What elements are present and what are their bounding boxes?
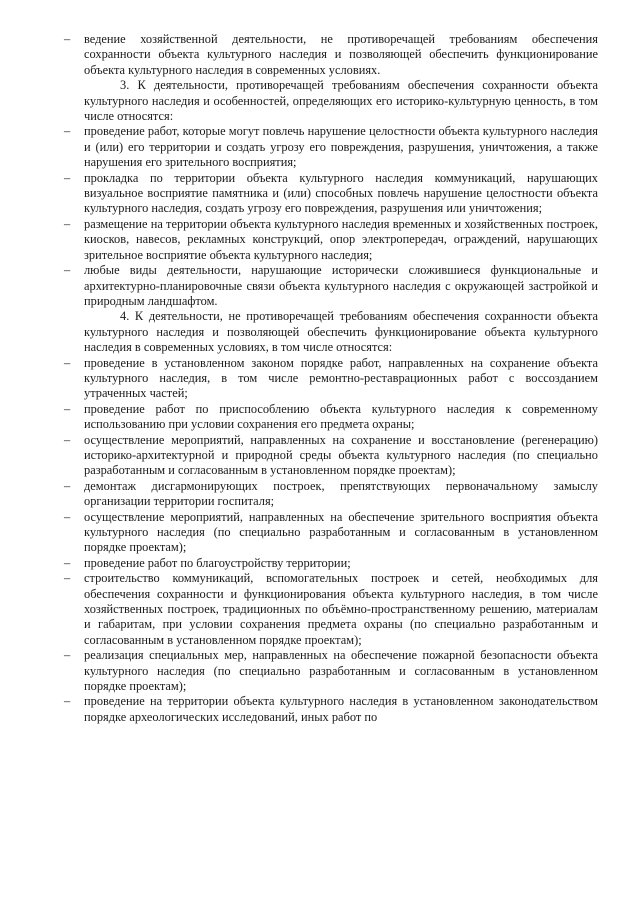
list-item-text: демонтаж дисгармонирующих построек, препятствующих первоначальному замыслу организации территории госпиталя; (84, 478, 598, 509)
list-item (64, 555, 598, 571)
list-item (64, 124, 598, 170)
list-item (64, 509, 598, 556)
list-item (64, 648, 598, 694)
list-item (64, 571, 598, 648)
section-4-paragraph: 4. К деятельности, не противоречащей требованиям обеспечения сохранности объекта культурного наследия и позволяющей обеспечить функционирование объекта культурного наследия в современных условиях, в том числе относятся: (84, 309, 598, 355)
bullet-dash: – (64, 32, 71, 46)
bullet-dash: – (64, 432, 71, 447)
list-item-text: осуществление мероприятий, направленных на сохранение и восстановление (регенерацию) историко-архитектурной и природной среды объекта культурного наследия (по специально разработанным и согласованным в установленном порядке проектам); (84, 432, 598, 478)
list-item (64, 355, 598, 402)
list-item-text: реализация специальных мер, направленных на обеспечение пожарной безопасности объекта культурного наследия (по специально разработанным и согласованным в установленном порядке проектам); (84, 648, 598, 694)
list-item-text: проведение работ по благоустройству территории; (84, 555, 351, 570)
list-item (64, 478, 598, 510)
list-item (64, 432, 598, 479)
list-item (64, 216, 598, 263)
list-item-text: любые виды деятельности, нарушающие исторически сложившиеся функциональные и архитектурно-планировочные связи объекта культурного наследия с окружающей застройкой и природным ландшафтом. (84, 263, 598, 308)
list-item-text: строительство коммуникаций, вспомогательных построек и сетей, необходимых для обеспечения сохранности и функционирования объекта культурного наследия, в том числе хозяйственных построек, традиционных по объёмно-пространственному решению, материалам и габаритам, при условии сохранения предмета охраны (по специально разработанным и согласованным в установленном порядке проектам); (84, 571, 598, 647)
bullet-dash: – (64, 216, 71, 231)
list-item-text: осуществление мероприятий, направленных на обеспечение зрительного восприятия объекта культурного наследия (по специально разработанным и согласованным в установленном порядке проектам); (84, 509, 598, 555)
list-item-text: проведение работ по приспособлению объекта культурного наследия к современному использованию при условии сохранения его предмета охраны; (84, 401, 598, 432)
bullet-dash: – (64, 355, 71, 370)
bullet-dash: – (64, 124, 71, 139)
list-item-text: проведение в установленном законом порядке работ, направленных на сохранение объекта культурного наследия, в том числе ремонтно-реставрационных работ с воссозданием утраченных частей; (84, 355, 598, 401)
list-item (64, 263, 598, 309)
list-item-text: размещение на территории объекта культурного наследия временных и хозяйственных построек, киосков, навесов, рекламных конструкций, опор электропередач, ограждений, нарушающих зрительное восприятие объекта культурного наследия; (84, 216, 598, 262)
list-item-text: проведение на территории объекта культурного наследия в установленном законодательством порядке археологических исследований, иных работ по (84, 694, 598, 724)
bullet-dash: – (64, 478, 71, 493)
bullet-dash: – (64, 571, 71, 586)
bullet-dash: – (64, 263, 71, 278)
bullet-dash: – (64, 401, 71, 416)
list-item (64, 32, 598, 78)
list-item (64, 170, 598, 217)
section-3-paragraph: 3. К деятельности, противоречащей требованиям обеспечения сохранности объекта культурного наследия и особенностей, определяющих его историко-культурную ценность, в том числе относятся: (84, 78, 598, 124)
list-item (64, 694, 598, 725)
list-item-text: ведение хозяйственной деятельности, не противоречащей требованиям обеспечения сохранности объекта культурного наследия и позволяющей обеспечить функционирование объекта культурного наследия в современных условиях. (84, 32, 598, 77)
list-item-text: прокладка по территории объекта культурного наследия коммуникаций, нарушающих визуальное восприятие памятника и (или) способных повлечь нарушение целостности объекта культурного наследия, создать угрозу его повреждения, разрушения или уничтожения; (84, 170, 598, 216)
bullet-dash: – (64, 694, 71, 709)
bullet-dash: – (64, 509, 71, 524)
list-item (64, 401, 598, 433)
bullet-dash: – (64, 648, 71, 663)
list-item-text: проведение работ, которые могут повлечь нарушение целостности объекта культурного наследия и (или) его территории и создать угрозу его повреждения, разрушения, уничтожения, а также нарушения его зрительного восприятия; (84, 124, 598, 170)
bullet-dash: – (64, 170, 71, 185)
bullet-dash: – (64, 555, 71, 570)
